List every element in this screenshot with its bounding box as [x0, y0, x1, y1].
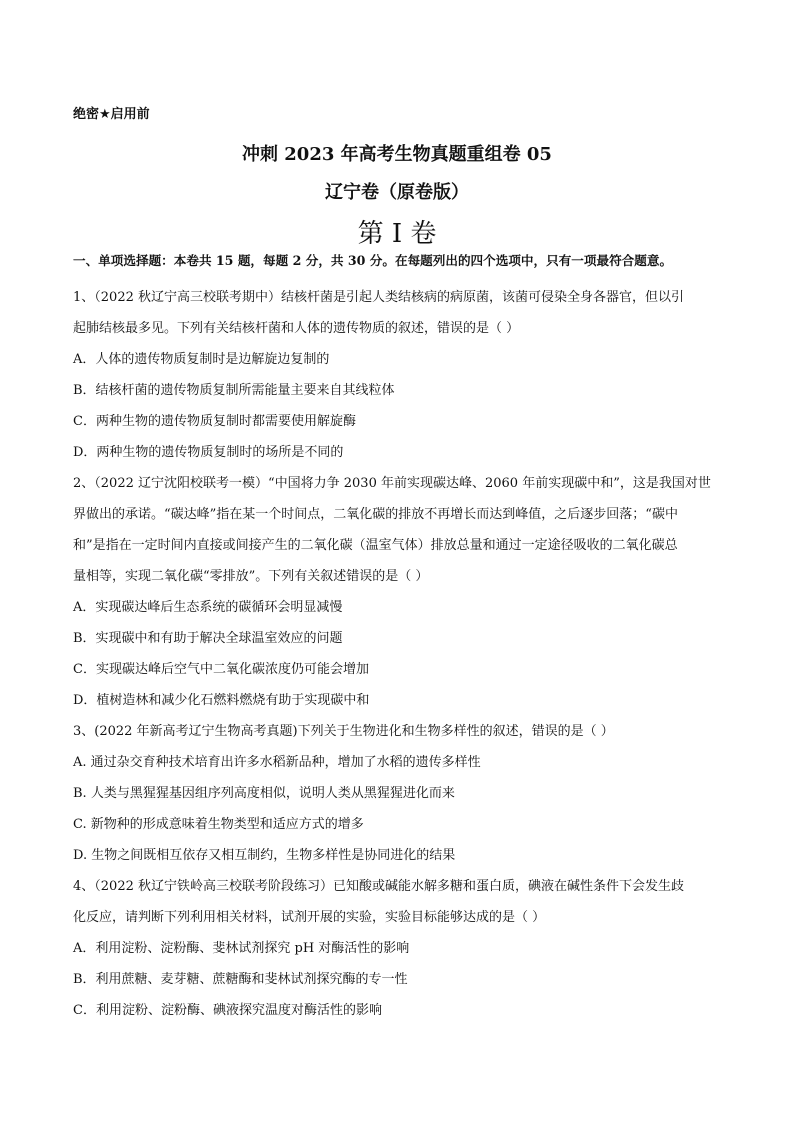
question-4-option-c: C．利用淀粉、淀粉酶、碘液探究温度对酶活性的影响: [73, 1003, 382, 1018]
confidential-label: 绝密★启用前: [73, 107, 150, 122]
exam-subtitle: 辽宁卷（原卷版）: [325, 182, 469, 203]
question-4-stem-line-2: 化反应，请判断下列利用相关材料，试剂开展的实验，实验目标能够达成的是（ ）: [73, 910, 546, 925]
question-4-option-b: B．利用蔗糖、麦芽糖、蔗糖酶和斐林试剂探究酶的专一性: [73, 972, 408, 987]
question-3-option-d: D. 生物之间既相互依存又相互制约，生物多样性是协同进化的结果: [73, 848, 456, 863]
question-2-stem-line-2: 界做出的承诺。“碳达峰”指在某一个时间点，二氧化碳的排放不再增长而达到峰值，之后逐步回落；“碳中: [73, 507, 678, 522]
question-1-stem-line-1: 1、（2022 秋辽宁高三校联考期中）结核杆菌是引起人类结核病的病原菌，该菌可侵染全身各器官，但以引: [73, 290, 684, 305]
question-4-stem-line-1: 4、（2022 秋辽宁铁岭高三校联考阶段练习）已知酸或碱能水解多糖和蛋白质，碘液在碱性条件下会发生歧: [73, 879, 684, 894]
question-1-option-c: C．两种生物的遗传物质复制时都需要使用解旋酶: [73, 414, 356, 429]
question-3-option-a: A. 通过杂交育种技术培育出许多水稻新品种，增加了水稻的遗传多样性: [73, 755, 481, 770]
volume-heading: 第 I 卷: [357, 219, 437, 249]
question-1-option-a: A．人体的遗传物质复制时是边解旋边复制的: [73, 352, 330, 367]
question-1-option-d: D．两种生物的遗传物质复制时的场所是不同的: [73, 445, 344, 460]
question-2-option-b: B．实现碳中和有助于解决全球温室效应的问题: [73, 631, 343, 646]
question-2-option-c: C．实现碳达峰后空气中二氧化碳浓度仍可能会增加: [73, 662, 369, 677]
question-4-option-a: A．利用淀粉、淀粉酶、斐林试剂探究 pH 对酶活性的影响: [73, 941, 410, 956]
question-2-stem-line-4: 量相等，实现二氧化碳“零排放”。下列有关叙述错误的是（ ）: [73, 569, 429, 584]
question-2-option-a: A．实现碳达峰后生态系统的碳循环会明显减慢: [73, 600, 343, 615]
question-2-stem-line-3: 和”是指在一定时间内直接或间接产生的二氧化碳（温室气体）排放总量和通过一定途径吸收的二氧化碳总: [73, 538, 678, 553]
question-1-option-b: B．结核杆菌的遗传物质复制所需能量主要来自其线粒体: [73, 383, 395, 398]
question-3-stem-line-1: 3、(2022 年新高考辽宁生物高考真题)下列关于生物进化和生物多样性的叙述，错误的是（ ）: [73, 724, 614, 739]
question-3-option-c: C. 新物种的形成意味着生物类型和适应方式的增多: [73, 817, 364, 832]
section-instructions: 一、单项选择题：本卷共 15 题，每题 2 分，共 30 分。在每题列出的四个选项中，只有一项最符合题意。: [73, 253, 673, 268]
question-3-option-b: B. 人类与黑猩猩基因组序列高度相似，说明人类从黑猩猩进化而来: [73, 786, 455, 801]
question-2-option-d: D．植树造林和减少化石燃料燃烧有助于实现碳中和: [73, 693, 370, 708]
question-2-stem-line-1: 2、（2022 辽宁沈阳校联考一模）“中国将力争 2030 年前实现碳达峰、2060 年前实现碳中和”，这是我国对世: [73, 476, 711, 491]
exam-title: 冲刺 2023 年高考生物真题重组卷 05: [242, 144, 552, 165]
question-1-stem-line-2: 起肺结核最多见。下列有关结核杆菌和人体的遗传物质的叙述，错误的是（ ）: [73, 321, 520, 336]
